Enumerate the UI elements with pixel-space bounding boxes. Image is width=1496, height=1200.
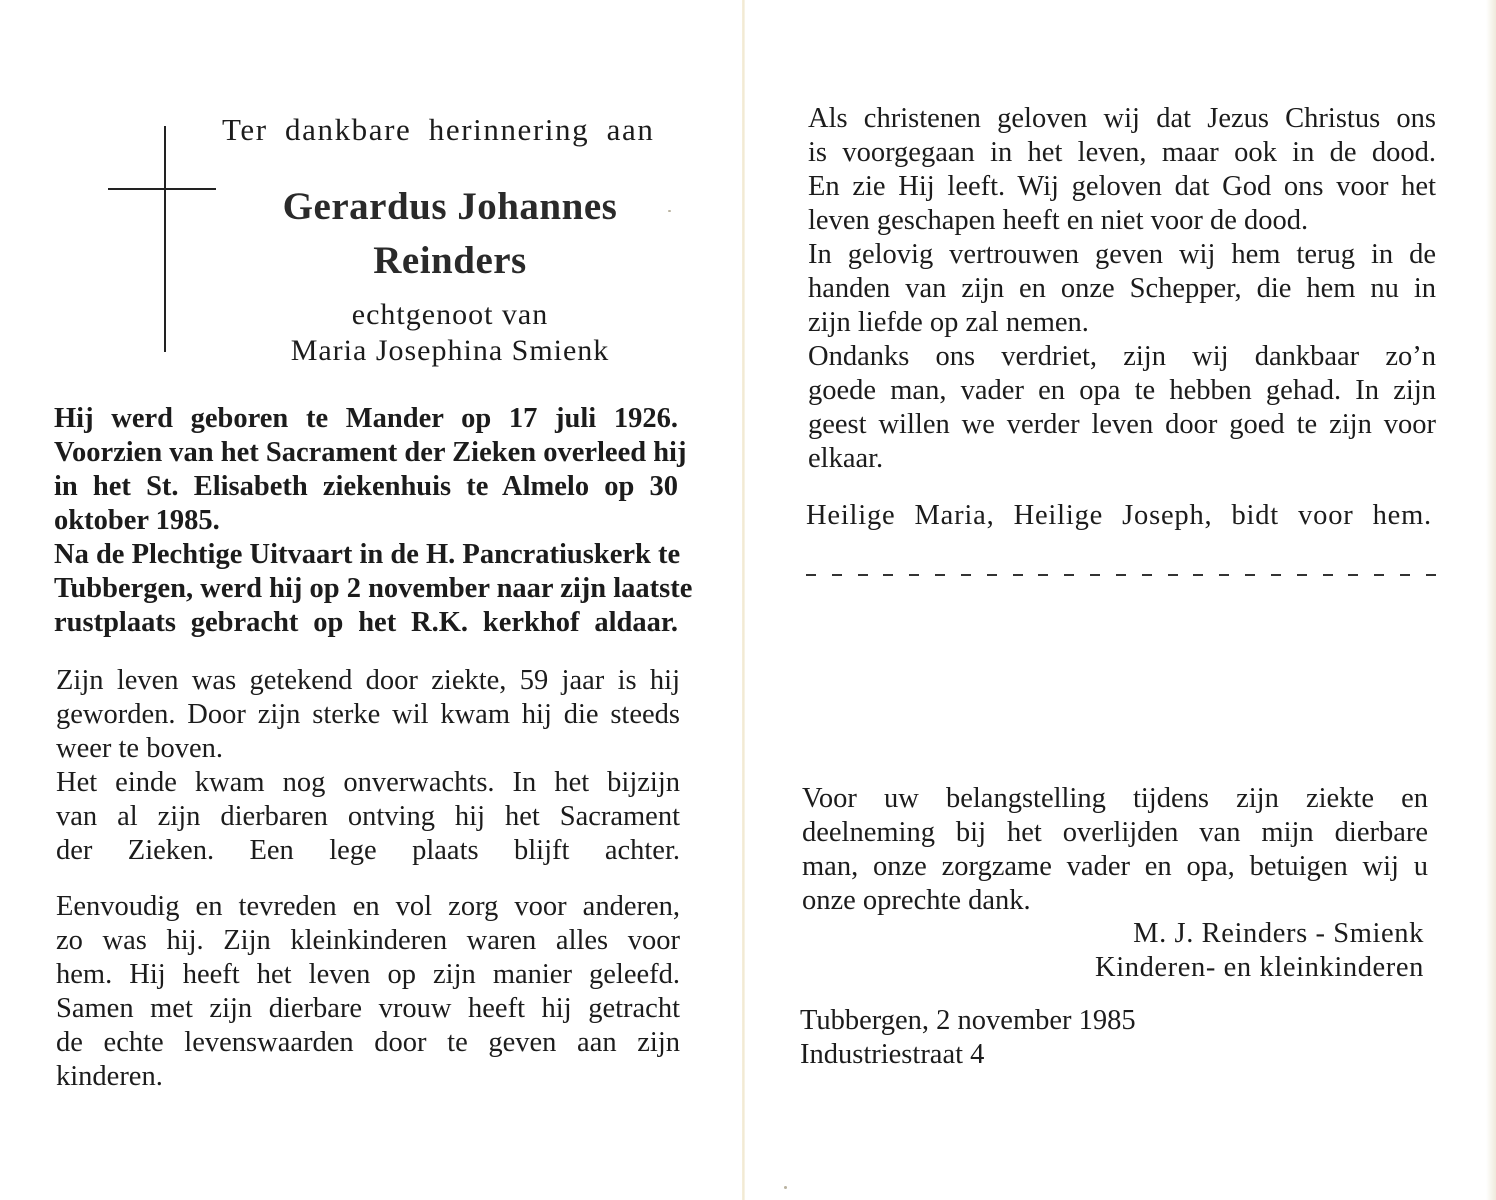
dashed-divider xyxy=(806,560,1436,576)
text-line: oktober 1985. xyxy=(54,505,220,536)
text-line: Voor uw belangstelling tijdens zijn ziekte en xyxy=(802,783,1428,814)
text-line: Voorzien van het Sacrament der Zieken overleed hij xyxy=(54,437,687,468)
deceased-name-last: Reinders xyxy=(373,239,527,282)
text-line: Zijn leven was getekend door ziekte, 59 jaar is hij xyxy=(56,665,680,696)
text-line: geest willen we verder leven door goed te zijn voor xyxy=(808,409,1436,440)
character-paragraph xyxy=(56,890,680,1094)
cross-icon xyxy=(164,126,166,352)
cross-icon-bar xyxy=(108,188,216,190)
text-line: Als christenen geloven wij dat Jezus Christus ons xyxy=(808,103,1436,134)
card-fold xyxy=(742,0,745,1200)
text-line: Het einde kwam nog onverwachts. In het bijzijn xyxy=(56,767,680,798)
paper-speck xyxy=(668,210,671,212)
spouse-name: Maria Josephina Smienk xyxy=(290,334,610,367)
prayer-line: Heilige Maria, Heilige Joseph, bidt voor hem. xyxy=(806,500,1432,531)
place-date: Tubbergen, 2 november 1985 xyxy=(800,1005,1136,1036)
text-line: Na de Plechtige Uitvaart in de H. Pancratiuskerk te xyxy=(54,539,681,570)
text-line: geworden. Door zijn sterke wil kwam hij die steeds xyxy=(56,699,680,730)
thanks-paragraph xyxy=(802,782,1428,918)
text-line: Hij werd geboren te Mander op 17 juli 1926. xyxy=(54,403,678,434)
text-line: Ondanks ons verdriet, zijn wij dankbaar zo’n xyxy=(808,341,1436,372)
text-line: de echte levenswaarden door te geven aan zijn xyxy=(56,1027,680,1058)
text-line: is voorgegaan in het leven, maar ook in de dood. xyxy=(808,137,1436,168)
creed-paragraph xyxy=(808,102,1436,476)
text-line: onze oprechte dank. xyxy=(802,885,1031,916)
text-line: in het St. Elisabeth ziekenhuis te Almelo op 30 xyxy=(54,471,678,502)
text-line: man, onze zorgzame vader en opa, betuigen wij u xyxy=(802,851,1428,882)
text-line: Samen met zijn dierbare vrouw heeft hij getracht xyxy=(56,993,680,1024)
intro-text: Ter dankbare herinnering aan xyxy=(222,112,655,147)
biography-paragraph xyxy=(54,402,693,640)
text-line: van al zijn dierbaren ontving hij het Sacrament xyxy=(56,801,680,832)
card-edge xyxy=(1486,0,1496,1200)
text-line: zo was hij. Zijn kleinkinderen waren alles voor xyxy=(56,925,680,956)
life-paragraph xyxy=(56,664,680,868)
paper-speck xyxy=(784,1186,787,1189)
text-line: elkaar. xyxy=(808,443,884,474)
signature-family: M. J. Reinders - Smienk xyxy=(1133,918,1424,949)
text-line: der Zieken. Een lege plaats blijft achter. xyxy=(56,835,680,866)
text-line: weer te boven. xyxy=(56,733,223,764)
text-line: hem. Hij heeft het leven op zijn manier geleefd. xyxy=(56,959,680,990)
text-line: In gelovig vertrouwen geven wij hem terug in de xyxy=(808,239,1436,270)
text-line: deelneming bij het overlijden van mijn dierbare xyxy=(802,817,1428,848)
text-line: Tubbergen, werd hij op 2 november naar zijn laatste xyxy=(54,573,693,604)
text-line: Eenvoudig en tevreden en vol zorg voor anderen, xyxy=(56,891,680,922)
signature-children: Kinderen- en kleinkinderen xyxy=(1095,952,1424,983)
deceased-name-first: Gerardus Johannes xyxy=(282,185,618,228)
text-line: leven geschapen heeft en niet voor de dood. xyxy=(808,205,1309,236)
spouse-label: echtgenoot van xyxy=(351,298,549,331)
text-line: zijn liefde op zal nemen. xyxy=(808,307,1089,338)
text-line: En zie Hij leeft. Wij geloven dat God ons voor het xyxy=(808,171,1436,202)
text-line: kinderen. xyxy=(56,1061,163,1092)
text-line: goede man, vader en opa te hebben gehad. In zijn xyxy=(808,375,1436,406)
text-line: rustplaats gebracht op het R.K. kerkhof aldaar. xyxy=(54,607,678,638)
address: Industriestraat 4 xyxy=(800,1039,985,1070)
text-line: handen van zijn en onze Schepper, die hem nu in xyxy=(808,273,1436,304)
